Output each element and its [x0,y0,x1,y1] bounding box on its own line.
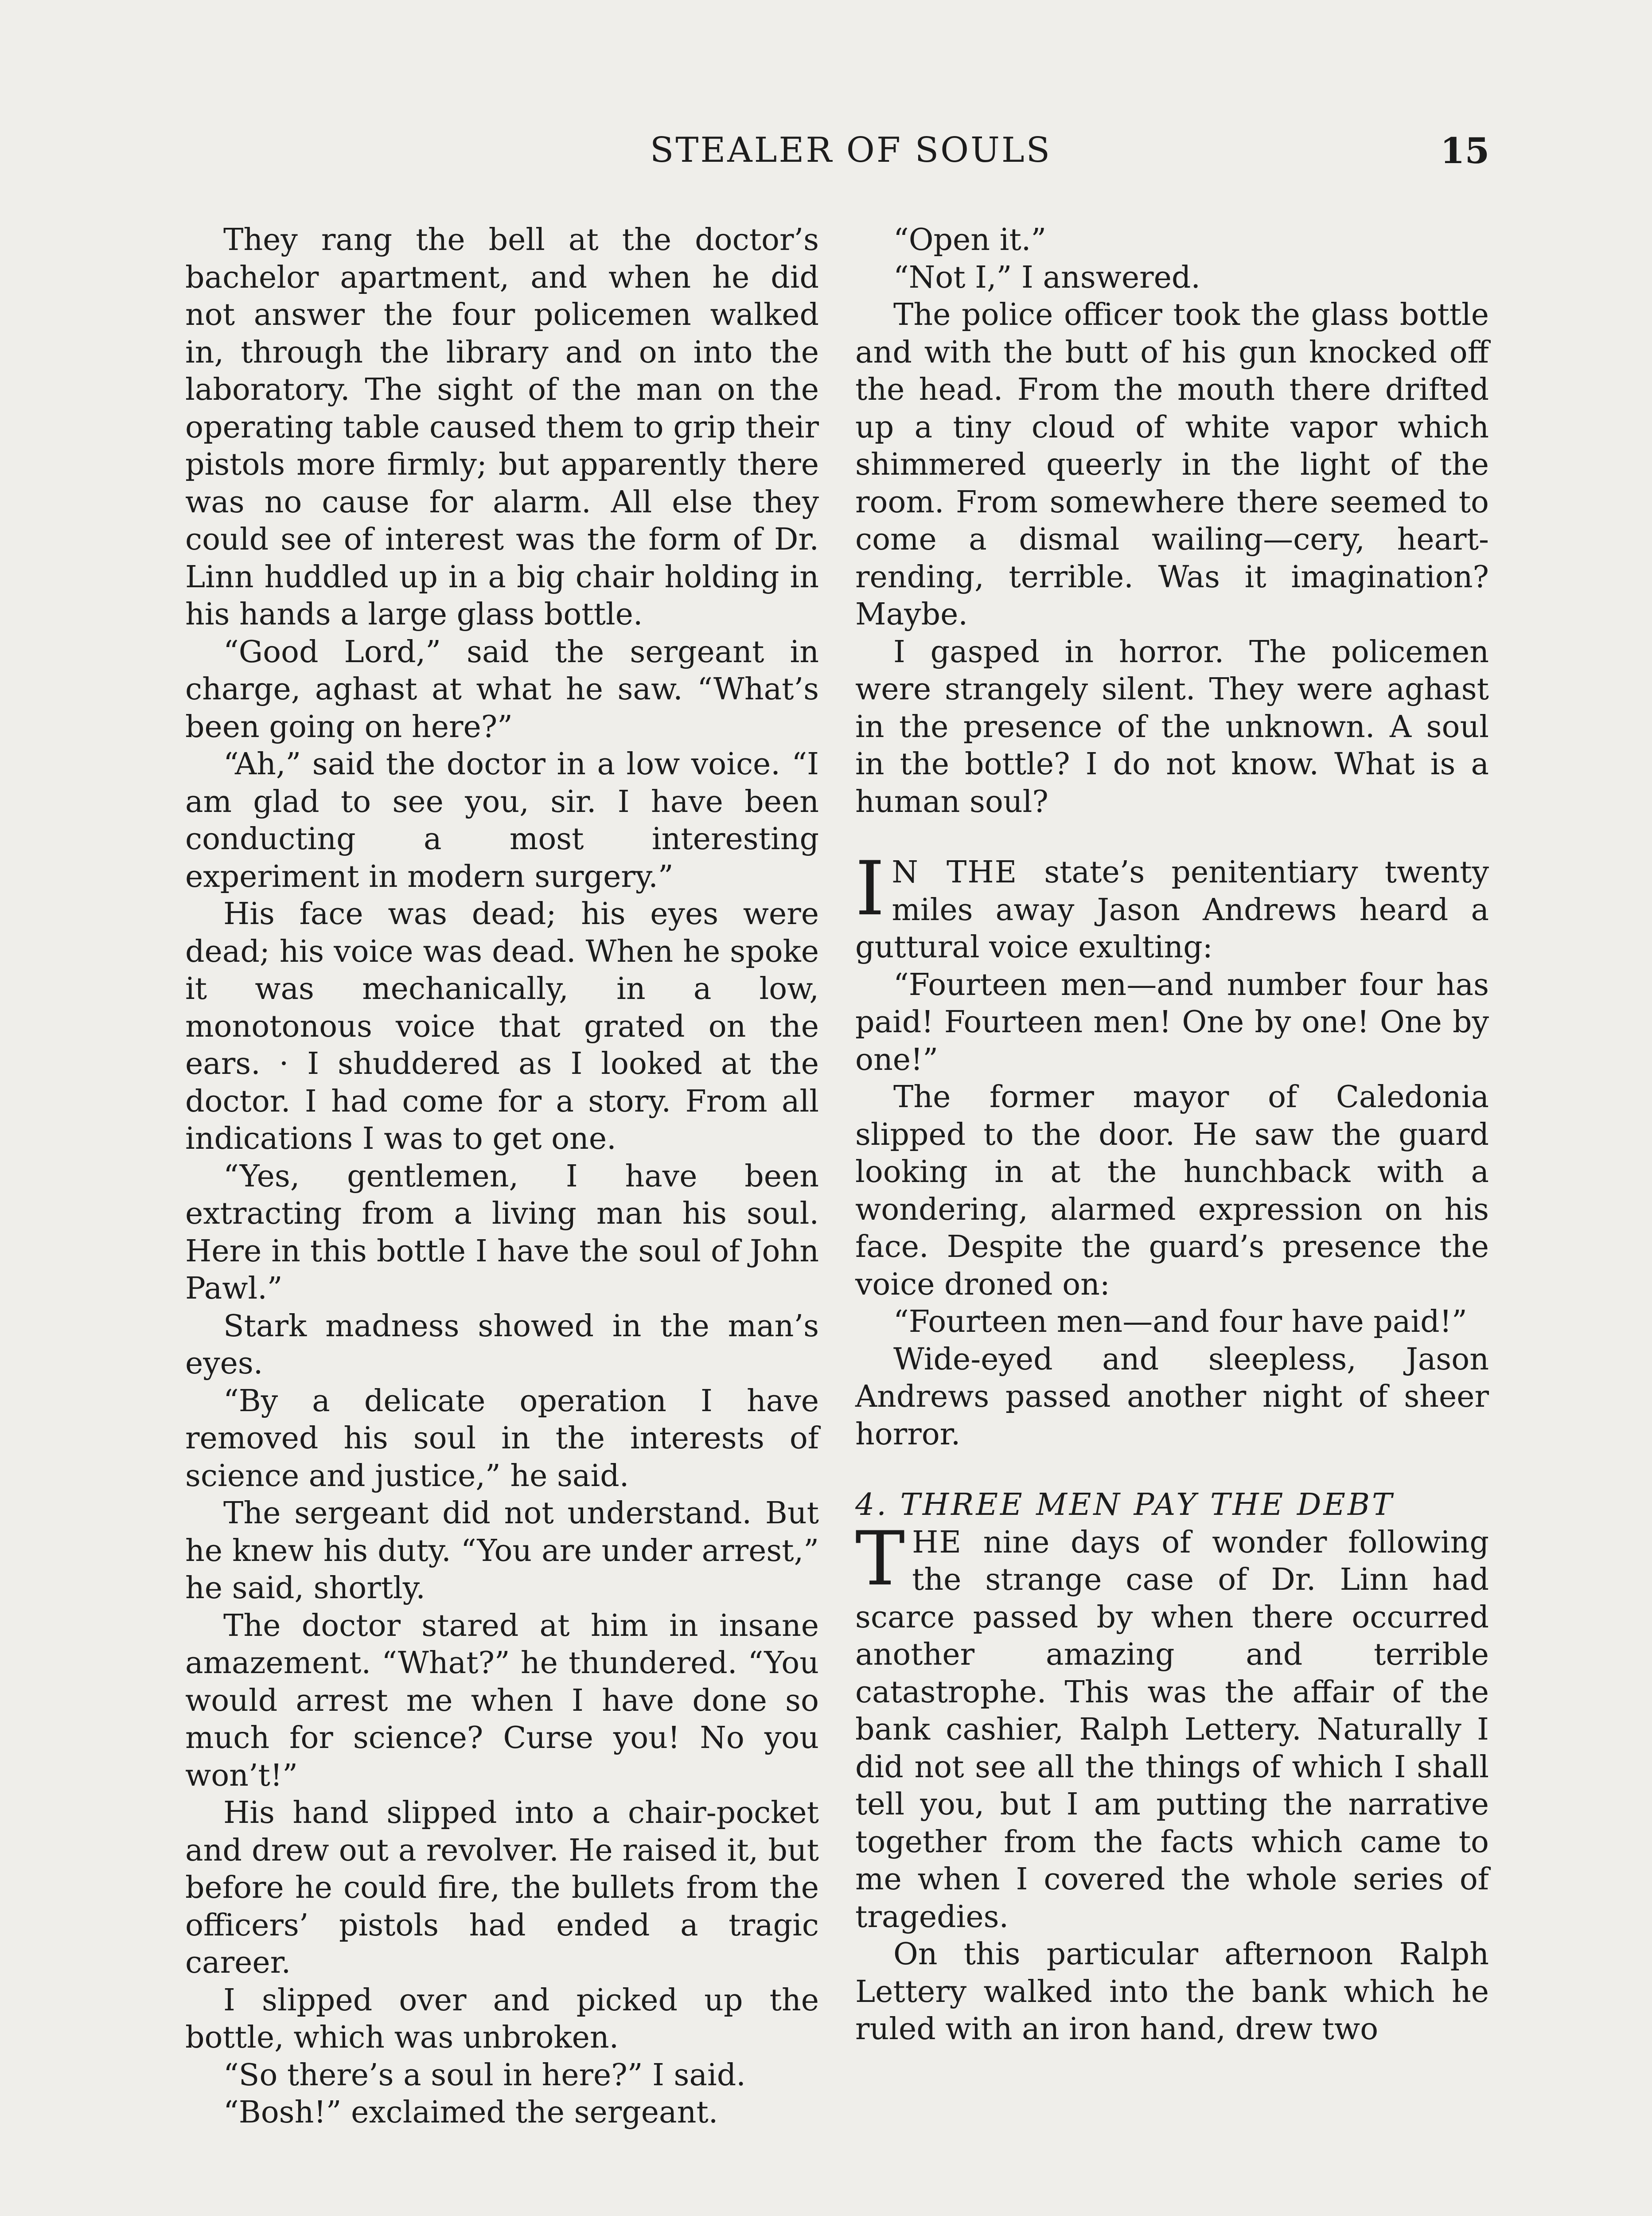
small-caps-lead: N THE [892,855,1018,890]
paragraph: “Open it.” [893,222,1047,257]
drop-cap: T [855,1515,905,1602]
paragraph: His face was dead; his eyes were dead; his voice was dead. When he spoke it was mechanically, in a low, monotonous voice that grated on the ears. · I shuddered as I looked at the doctor. I had come for a story. From all indications I was to get one. [185,897,819,1156]
paragraph: “Good Lord,” said the sergeant in charge, aghast at what he saw. “What’s been going on here?” [185,634,819,745]
drop-cap: I [855,845,885,932]
left-column [185,222,819,2132]
paragraph: “Ah,” said the doctor in a low voice. “I am glad to see you, sir. I have been conducting a most interesting experiment in modern surgery.” [185,747,819,894]
section-break-space [855,821,1489,854]
paragraph: I slipped over and picked up the bottle, which was unbroken. [185,1982,819,2055]
paragraph: “By a delicate operation I have removed his soul in the interests of science and justice,” he said. [185,1383,819,1494]
paragraph: Stark madness showed in the man’s eyes. [185,1308,819,1381]
page-number: 15 [1440,130,1490,172]
paragraph: “Not I,” I answered. [893,260,1201,295]
paragraph: “Yes, gentlemen, I have been extracting from a living man his soul. Here in this bottle I have the soul of John Pawl.” [185,1159,819,1306]
paragraph: The doctor stared at him in insane amazement. “What?” he thundered. “You would arrest me when I have done so much for science? Curse you! No you won’t!” [185,1608,819,1793]
paragraph: His hand slipped into a chair-pocket and drew out a revolver. He raised it, but before he could fire, the bullets from the officers’ pistols had ended a tragic career. [185,1795,819,1980]
paragraph: “So there’s a soul in here?” I said. [223,2057,746,2093]
section-heading-space [855,1453,1489,1486]
section-break-paragraph [855,845,1489,967]
paragraph: “Bosh!” exclaimed the sergeant. [223,2095,718,2130]
paragraph: They rang the bell at the doctor’s bachelor apartment, and when he did not answer the four policemen walked in, through the library and on into the laboratory. The sight of the man on the operating table caused them to grip their pistols more firmly; but apparently there was no cause for alarm. All else they could see of interest was the form of Dr. Linn huddled up in a big chair holding in his hands a large glass bottle. [185,222,819,632]
paragraph: The former mayor of Caledonia slipped to the door. He saw the guard looking in at the hunchback with a wondering, alarmed expression on his face. Despite the guard’s presence the voice droned on: [855,1080,1489,1302]
paragraph: “Fourteen men—and number four has paid! Fourteen men! One by one! One by one!” [855,967,1489,1077]
paragraph-text: state’s penitentiary twenty miles away Jason Andrews heard a guttural voice exulting: [855,855,1489,965]
paragraph-text: nine days of wonder following the strange case of Dr. Linn had scarce passed by when there occurred another amazing and terrible catastrophe. This was the affair of the bank cashier, Ralph Lettery. Naturally I did not see all the things of which I shall tell you, but I am putting the narrative together from the facts which came to me when I covered the whole series of tragedies. [855,1525,1489,1935]
paragraph: The sergeant did not understand. But he knew his duty. “You are under arrest,” he said, shortly. [185,1496,819,1606]
running-head: STEALER OF SOULS [650,130,1052,170]
paragraph: “Fourteen men—and four have paid!” [893,1304,1467,1339]
right-column [855,222,1489,2048]
section-opening-paragraph [855,1515,1489,1936]
paragraph: On this particular afternoon Ralph Lettery walked into the bank which he ruled with an iron hand, drew two [855,1937,1489,2047]
paragraph: I gasped in horror. The policemen were strangely silent. They were aghast in the presence of the unknown. A soul in the bottle? I do not know. What is a human soul? [855,634,1489,819]
paragraph: The police officer took the glass bottle and with the butt of his gun knocked off the head. From the mouth there drifted up a tiny cloud of white vapor which shimmered queerly in the light of the room. From somewhere there seemed to come a dismal wailing—cery, heart-rending, terrible. Was it imagination? Maybe. [855,297,1489,632]
paragraph: Wide-eyed and sleepless, Jason Andrews passed another night of sheer horror. [855,1342,1489,1452]
section-heading: 4. THREE MEN PAY THE DEBT [855,1487,1395,1522]
small-caps-lead: HE [912,1525,962,1560]
